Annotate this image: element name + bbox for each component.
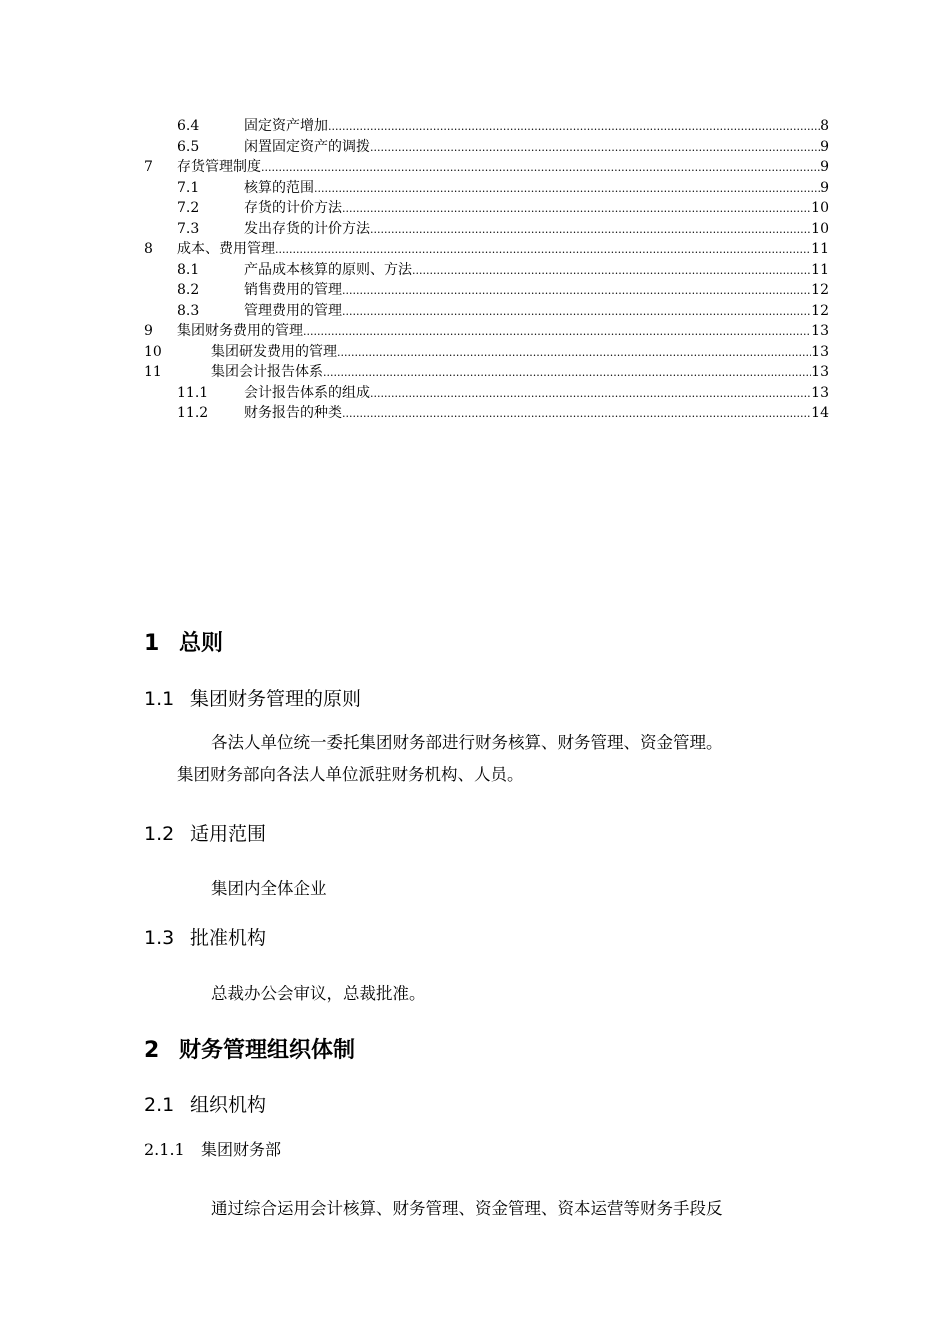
paragraph-1-2: 集团内全体企业 xyxy=(211,879,327,898)
toc-entry-title: 销售费用的管理 xyxy=(244,280,342,301)
paragraph-1-1-line1: 各法人单位统一委托集团财务部进行财务核算、财务管理、资金管理。 xyxy=(211,733,723,752)
toc-entry-number: 10 xyxy=(144,343,162,360)
toc-entry-title: 管理费用的管理 xyxy=(244,301,342,322)
toc-entry-page: 11 xyxy=(811,261,829,278)
toc-entry[interactable] xyxy=(0,239,950,260)
paragraph-1-1-line2: 集团财务部向各法人单位派驻财务机构、人员。 xyxy=(177,765,524,784)
toc-entry-page: 12 xyxy=(811,282,829,298)
toc-entry-line xyxy=(244,260,829,282)
toc-entry[interactable] xyxy=(0,362,950,383)
toc-entry-title: 集团财务费用的管理 xyxy=(177,321,303,342)
toc-entry[interactable] xyxy=(0,157,950,178)
toc-entry-title: 固定资产增加 xyxy=(244,116,328,137)
toc-entry-number: 7.2 xyxy=(177,200,200,216)
toc-entry[interactable] xyxy=(0,198,950,219)
toc-entry-line xyxy=(244,198,829,220)
toc-entry-page: 9 xyxy=(820,179,829,196)
subsubsection-heading-2-1-1: 2.1.1 集团财务部 xyxy=(144,1140,282,1159)
toc-dot-leader xyxy=(328,117,820,138)
toc-entry-line xyxy=(244,280,829,302)
toc-entry-number: 8.2 xyxy=(177,282,200,298)
toc-dot-leader xyxy=(342,404,811,425)
section-heading-1: 1 总则 xyxy=(144,631,224,656)
toc-entry-number: 6.5 xyxy=(177,138,200,155)
paragraph-1-3: 总裁办公会审议，总裁批准。 xyxy=(211,984,426,1003)
toc-entry-title: 核算的范围 xyxy=(244,178,314,199)
toc-dot-leader xyxy=(261,158,820,179)
toc-entry-page: 13 xyxy=(811,364,829,380)
table-of-contents xyxy=(0,116,950,424)
toc-entry-line xyxy=(244,178,829,200)
toc-entry[interactable] xyxy=(0,301,950,322)
toc-entry-number: 11.1 xyxy=(177,384,209,401)
toc-entry-number: 6.4 xyxy=(177,118,200,134)
toc-dot-leader xyxy=(342,199,811,220)
toc-entry-title: 产品成本核算的原则、方法 xyxy=(244,260,412,281)
toc-dot-leader xyxy=(275,240,811,261)
toc-entry-title: 发出存货的计价方法 xyxy=(244,219,370,240)
toc-entry-page: 9 xyxy=(820,159,829,175)
toc-entry-line xyxy=(244,219,829,241)
toc-entry-page: 13 xyxy=(811,323,829,339)
toc-entry-title: 集团研发费用的管理 xyxy=(211,342,337,363)
toc-entry-title: 集团会计报告体系 xyxy=(211,362,323,383)
toc-entry-title: 存货管理制度 xyxy=(177,157,261,178)
toc-entry-line xyxy=(177,239,829,261)
toc-entry-number: 11 xyxy=(144,364,162,380)
toc-entry-page: 9 xyxy=(820,138,829,155)
toc-entry-line xyxy=(244,137,829,159)
paragraph-2-1-1: 通过综合运用会计核算、财务管理、资金管理、资本运营等财务手段反 xyxy=(211,1199,723,1218)
toc-entry[interactable] xyxy=(0,383,950,404)
toc-dot-leader xyxy=(342,281,811,302)
toc-entry-title: 成本、费用管理 xyxy=(177,239,275,260)
toc-entry-page: 13 xyxy=(811,343,829,360)
toc-entry-line xyxy=(244,116,829,138)
toc-entry-number: 9 xyxy=(144,323,153,339)
toc-entry[interactable] xyxy=(0,280,950,301)
toc-entry-number: 11.2 xyxy=(177,405,209,421)
toc-entry[interactable] xyxy=(0,342,950,363)
toc-entry-page: 12 xyxy=(811,302,829,319)
toc-entry-page: 8 xyxy=(820,118,829,134)
toc-entry-page: 14 xyxy=(811,405,829,421)
toc-entry-number: 8.1 xyxy=(177,261,200,278)
subsection-heading-1-3: 1.3 批准机构 xyxy=(144,927,267,949)
toc-entry-line xyxy=(177,157,829,179)
toc-entry-number: 7.3 xyxy=(177,220,200,237)
toc-entry[interactable] xyxy=(0,178,950,199)
subsection-heading-1-1: 1.1 集团财务管理的原则 xyxy=(144,688,362,710)
toc-entry[interactable] xyxy=(0,137,950,158)
toc-dot-leader xyxy=(370,138,820,159)
toc-dot-leader xyxy=(337,343,811,364)
toc-entry-page: 11 xyxy=(811,241,829,257)
toc-entry[interactable] xyxy=(0,116,950,137)
toc-entry-number: 8.3 xyxy=(177,302,200,319)
toc-dot-leader xyxy=(370,220,811,241)
toc-dot-leader xyxy=(323,363,811,384)
toc-entry-line xyxy=(211,342,829,364)
toc-entry-number: 8 xyxy=(144,241,153,257)
toc-entry[interactable] xyxy=(0,403,950,424)
toc-entry-line xyxy=(244,301,829,323)
toc-entry-number: 7 xyxy=(144,159,153,175)
subsection-heading-1-2: 1.2 适用范围 xyxy=(144,823,267,845)
toc-dot-leader xyxy=(303,322,811,343)
section-heading-2: 2 财务管理组织体制 xyxy=(144,1038,356,1063)
toc-entry-line xyxy=(211,362,829,384)
toc-entry-line xyxy=(177,321,829,343)
toc-dot-leader xyxy=(412,261,811,282)
toc-entry-number: 7.1 xyxy=(177,179,200,196)
toc-entry[interactable] xyxy=(0,260,950,281)
toc-entry[interactable] xyxy=(0,219,950,240)
toc-entry-page: 10 xyxy=(811,220,829,237)
toc-dot-leader xyxy=(370,384,811,405)
toc-dot-leader xyxy=(342,302,811,323)
toc-entry-page: 13 xyxy=(811,384,829,401)
toc-entry-title: 财务报告的种类 xyxy=(244,403,342,424)
toc-entry-title: 存货的计价方法 xyxy=(244,198,342,219)
toc-entry[interactable] xyxy=(0,321,950,342)
toc-entry-title: 闲置固定资产的调拨 xyxy=(244,137,370,158)
toc-dot-leader xyxy=(314,179,820,200)
subsection-heading-2-1: 2.1 组织机构 xyxy=(144,1094,267,1116)
toc-entry-line xyxy=(244,403,829,425)
toc-entry-page: 10 xyxy=(811,200,829,216)
toc-entry-line xyxy=(244,383,829,405)
toc-entry-title: 会计报告体系的组成 xyxy=(244,383,370,404)
